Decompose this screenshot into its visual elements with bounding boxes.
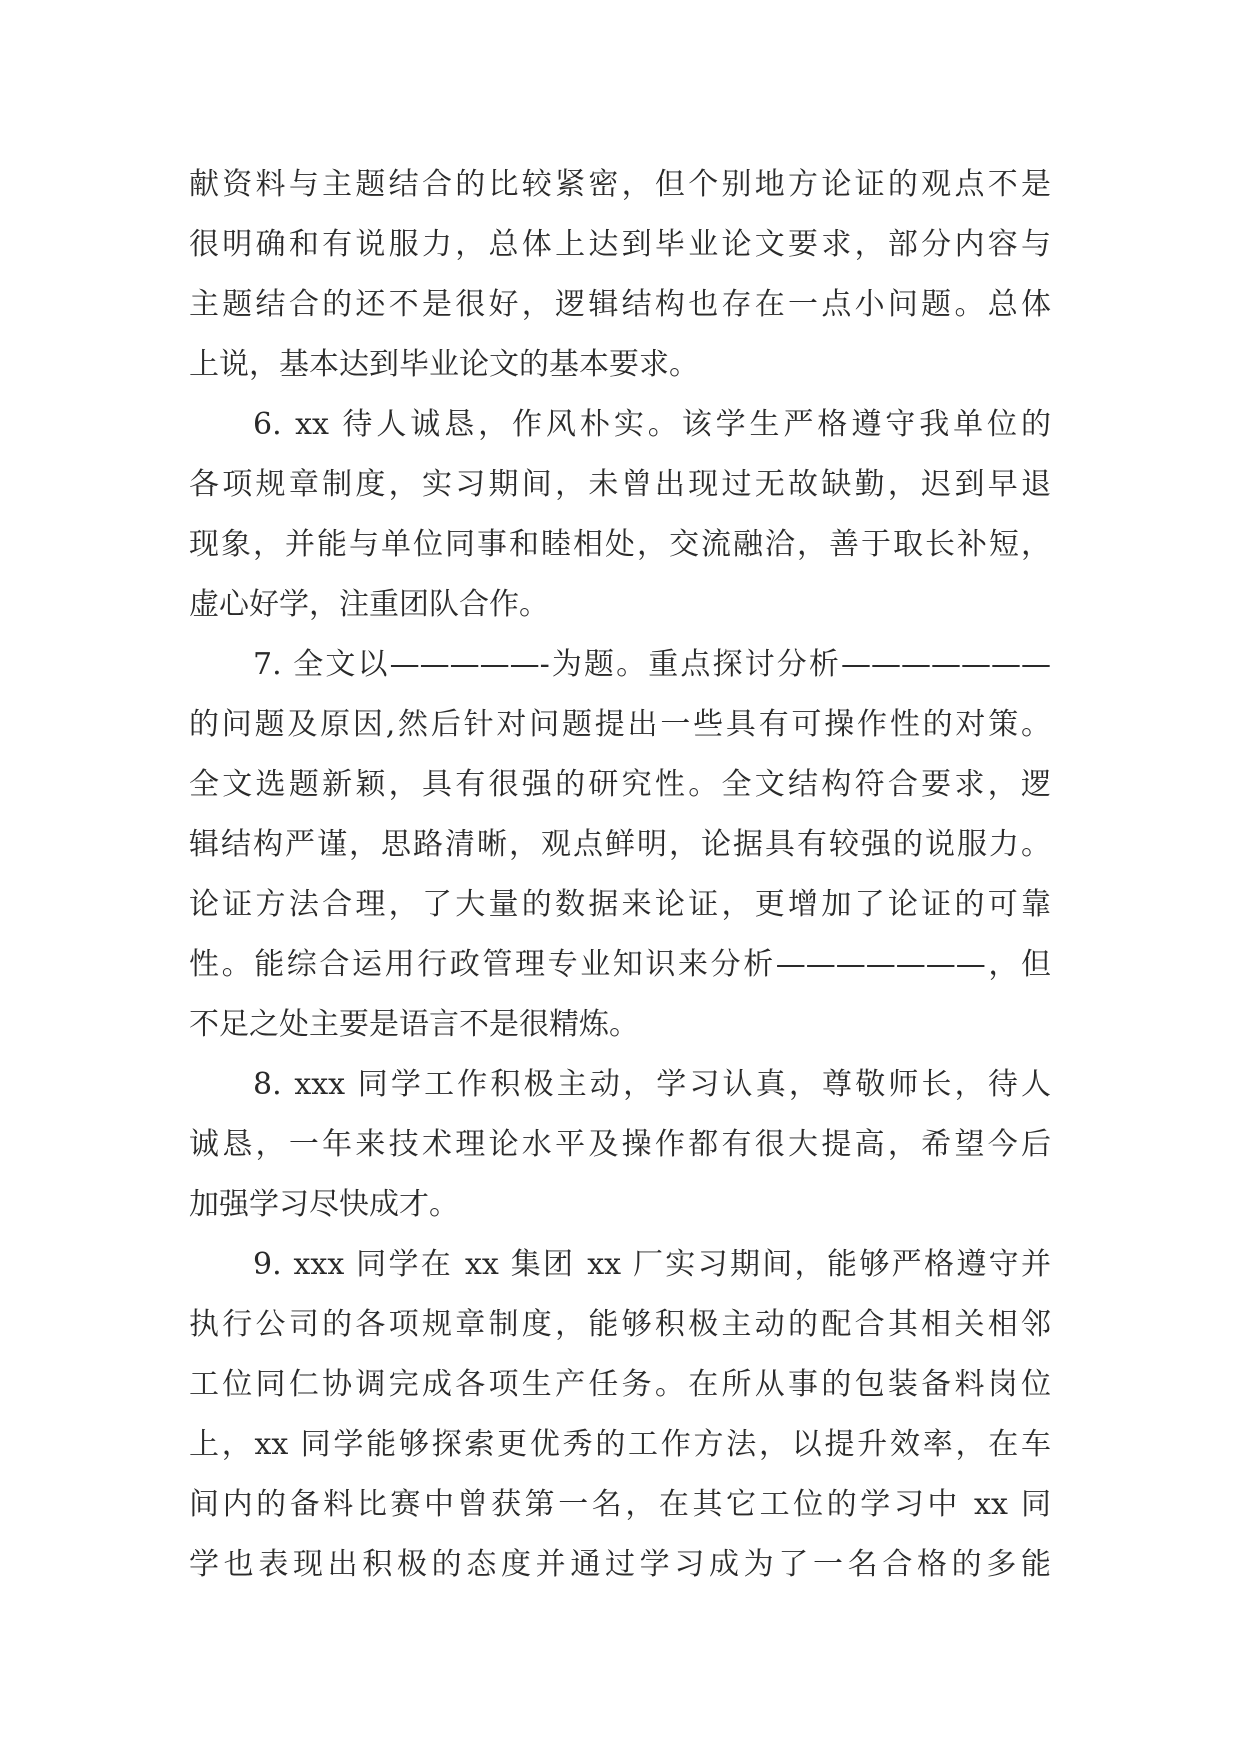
paragraph-8-first-line: 8. xxx 同学工作积极主动，学习认真，尊敬师长，待人 bbox=[253, 1067, 1051, 1102]
text-line: 的问题及原因,然后针对问题提出一些具有可操作性的对策。 bbox=[189, 707, 1051, 742]
text-line: 工位同仁协调完成各项生产任务。在所从事的包装备料岗位 bbox=[189, 1367, 1051, 1402]
text-line: 执行公司的各项规章制度，能够积极主动的配合其相关相邻 bbox=[189, 1307, 1051, 1342]
text-line: 不足之处主要是语言不是很精炼。 bbox=[189, 1007, 639, 1042]
text-line: 主题结合的还不是很好，逻辑结构也存在一点小问题。总体 bbox=[189, 287, 1051, 322]
text-line: 诚恳，一年来技术理论水平及操作都有很大提高，希望今后 bbox=[189, 1127, 1051, 1162]
text-line: 上说，基本达到毕业论文的基本要求。 bbox=[189, 347, 699, 382]
text-line: 加强学习尽快成才。 bbox=[189, 1187, 459, 1222]
paragraph-6-first-line: 6. xx 待人诚恳，作风朴实。该学生严格遵守我单位的 bbox=[253, 407, 1051, 442]
text-line: 很明确和有说服力，总体上达到毕业论文要求，部分内容与 bbox=[189, 227, 1051, 262]
text-line: 辑结构严谨，思路清晰，观点鲜明，论据具有较强的说服力。 bbox=[189, 827, 1051, 862]
text-line: 间内的备料比赛中曾获第一名，在其它工位的学习中 xx 同 bbox=[189, 1487, 1051, 1522]
text-line: 各项规章制度，实习期间，未曾出现过无故缺勤，迟到早退 bbox=[189, 467, 1051, 502]
text-line: 全文选题新颖，具有很强的研究性。全文结构符合要求，逻 bbox=[189, 767, 1051, 802]
text-line: 性。能综合运用行政管理专业知识来分析———————，但 bbox=[189, 947, 1051, 982]
text-line: 上，xx 同学能够探索更优秀的工作方法，以提升效率，在车 bbox=[189, 1427, 1051, 1462]
paragraph-7-first-line: 7. 全文以—————-为题。重点探讨分析——————— bbox=[253, 647, 1051, 682]
text-line: 虚心好学，注重团队合作。 bbox=[189, 587, 549, 622]
text-line: 学也表现出积极的态度并通过学习成为了一名合格的多能 bbox=[189, 1547, 1051, 1582]
document-body bbox=[189, 155, 1051, 1595]
paragraph-9-first-line: 9. xxx 同学在 xx 集团 xx 厂实习期间，能够严格遵守并 bbox=[253, 1247, 1051, 1282]
text-line: 现象，并能与单位同事和睦相处，交流融洽，善于取长补短， bbox=[189, 527, 1051, 562]
text-line: 论证方法合理，了大量的数据来论证，更增加了论证的可靠 bbox=[189, 887, 1051, 922]
text-line: 献资料与主题结合的比较紧密，但个别地方论证的观点不是 bbox=[189, 167, 1051, 202]
